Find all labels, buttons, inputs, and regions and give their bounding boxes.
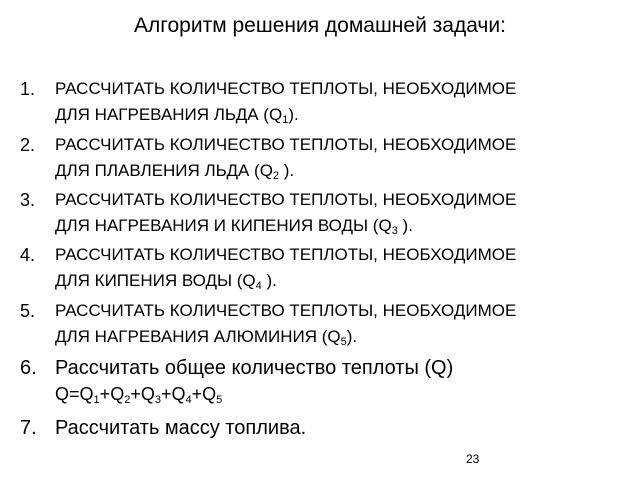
item-line-text: ДЛЯ ПЛАВЛЕНИЯ ЛЬДА (Q [55, 161, 273, 180]
subscript: 4 [255, 280, 262, 292]
item-number: 1. [20, 79, 36, 99]
page-number: 23 [466, 452, 480, 466]
item-line-end: ). [288, 105, 299, 124]
item-line-text: ДЛЯ НАГРЕВАНИЯ ЛЬДА (Q [55, 105, 283, 124]
subscript: 5 [340, 336, 347, 348]
subscript: 4 [185, 394, 192, 406]
heat-sum-formula [55, 384, 222, 405]
item-text [55, 298, 635, 350]
item-line [55, 268, 635, 294]
subscript: 3 [154, 394, 161, 406]
item-line [55, 102, 635, 128]
formula-plus: + [160, 384, 172, 404]
formula-q: Q [79, 384, 94, 404]
subscript: 1 [93, 394, 100, 406]
formula-q: Q [171, 384, 186, 404]
item-line [55, 213, 635, 239]
item-line: РАССЧИТАТЬ КОЛИЧЕСТВО ТЕПЛОТЫ, НЕОБХОДИМОЕ [55, 301, 517, 320]
subscript: 1 [282, 114, 289, 126]
item-line: РАССЧИТАТЬ КОЛИЧЕСТВО ТЕПЛОТЫ, НЕОБХОДИМОЕ [55, 135, 517, 154]
item-line [55, 324, 635, 350]
formula-plus: + [191, 384, 203, 404]
formula-q: Q [55, 384, 70, 404]
formula-q: Q [140, 384, 155, 404]
item-text [55, 76, 635, 128]
item-line: РАССЧИТАТЬ КОЛИЧЕСТВО ТЕПЛОТЫ, НЕОБХОДИМОЕ [55, 245, 517, 264]
item-text: Рассчитать общее количество теплоты (Q) [55, 357, 454, 379]
item-line-text: ДЛЯ КИПЕНИЯ ВОДЫ (Q [55, 271, 256, 290]
item-text [55, 132, 635, 184]
formula-plus: + [130, 384, 141, 404]
subscript: 5 [216, 394, 223, 406]
item-line [55, 158, 635, 184]
subscript: 3 [391, 225, 398, 237]
formula-q: Q [110, 384, 125, 404]
formula-equals: = [69, 384, 80, 404]
item-line: РАССЧИТАТЬ КОЛИЧЕСТВО ТЕПЛОТЫ, НЕОБХОДИМОЕ [55, 79, 517, 98]
item-text: Рассчитать массу топлива. [55, 417, 307, 439]
item-line-end: ). [261, 271, 277, 290]
formula-plus: + [99, 384, 111, 404]
item-text [55, 242, 635, 294]
item-line-text: ДЛЯ НАГРЕВАНИЯ АЛЮМИНИЯ (Q [55, 327, 341, 346]
item-text [55, 187, 635, 239]
subscript: 2 [272, 170, 280, 182]
slide-title: Алгоритм решения домашней задачи: [134, 14, 506, 37]
item-line: РАССЧИТАТЬ КОЛИЧЕСТВО ТЕПЛОТЫ, НЕОБХОДИМОЕ [55, 190, 517, 209]
item-number: 4. [20, 245, 36, 265]
subscript: 2 [124, 394, 131, 406]
item-line-end: ). [279, 161, 295, 180]
item-line-end: ). [397, 216, 413, 235]
item-number: 3. [20, 190, 36, 210]
item-number: 2. [20, 135, 36, 155]
item-number: 5. [20, 301, 36, 321]
item-line-text: ДЛЯ НАГРЕВАНИЯ И КИПЕНИЯ ВОДЫ (Q [55, 216, 392, 235]
item-number: 6. [20, 357, 37, 379]
formula-q: Q [202, 384, 217, 404]
item-line-end: ). [346, 327, 358, 346]
item-number: 7. [20, 417, 37, 439]
